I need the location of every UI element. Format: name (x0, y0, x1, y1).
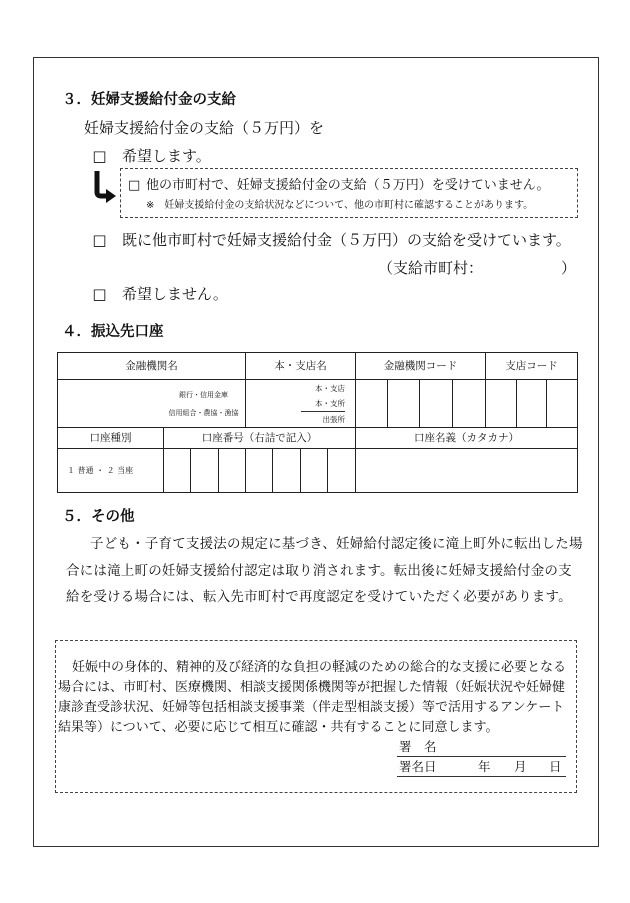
branch-code-digit[interactable] (517, 380, 547, 428)
account-holder-field[interactable] (356, 449, 578, 493)
arrow-down-right-icon (90, 168, 120, 204)
option-not-received (128, 179, 550, 192)
branch-type-label: 出張所 (322, 415, 345, 424)
bank-code-digit[interactable] (388, 380, 420, 428)
signature-field[interactable] (397, 739, 566, 757)
account-number-digit[interactable] (219, 449, 246, 493)
signature-date-label: 署名日 (399, 759, 437, 774)
consent-text-line: 康診査受診状況、妊婦等包括相談支援事業（伴走型相談支援）等で活用するアンケート (58, 700, 565, 715)
option-wish (92, 149, 211, 164)
bank-type-label: 銀行・信用金庫 (179, 391, 228, 399)
consent-text-line: 結果等）について、必要に応じて相互に確認・共有することに同意します。 (58, 720, 499, 735)
already-received-checkbox[interactable]: □ (92, 231, 107, 249)
branch-code-header: 支店コード (486, 353, 578, 380)
paragraph-line: 給を受ける場合には、転入先市町村で再度認定を受けていただく必要があります。 (66, 589, 572, 605)
day-label: 日 (549, 759, 562, 774)
branch-type-label: 本・支所 (301, 397, 345, 412)
account-number-digit[interactable] (164, 449, 191, 493)
bank-code-header: 金融機関コード (356, 353, 486, 380)
paragraph-line: 子ども・子育て支援法の規定に基づき、妊婦給付認定後に滝上町外に転出した場 (90, 536, 583, 552)
no-wish-checkbox[interactable]: □ (92, 285, 107, 303)
section3-heading: ３．妊婦支援給付金の支給 (62, 92, 236, 108)
wish-label: 希望します。 (122, 147, 211, 165)
account-type-options: １ 普通 ・ ２ 当座 (67, 465, 134, 475)
municipality-open-label: （支給市町村： (378, 259, 484, 277)
section3-intro: 妊婦支援給付金の支給（５万円）を (84, 119, 325, 137)
account-number-digit[interactable] (191, 449, 219, 493)
bank-code-digit[interactable] (356, 380, 388, 428)
branch-code-digit[interactable] (547, 380, 578, 428)
account-number-header: 口座番号（右詰で記入） (164, 428, 356, 449)
branch-name-field[interactable] (246, 380, 356, 428)
consent-text-line: 場合には、市町村、医療機関、相談支援関係機関等が把握した情報（妊娠状況や妊婦健 (58, 680, 566, 695)
branch-name-header: 本・支店名 (246, 353, 356, 380)
already-received-label: 既に他市町村で妊婦支援給付金（５万円）の支給を受けています。 (122, 231, 571, 249)
branch-type-label: 本・支店 (315, 384, 345, 393)
municipality-close-label: ） (561, 259, 577, 277)
confirmation-note: ※ 妊婦支援給付金の支給状況などについて、他の市町村に確認することがあります。 (146, 200, 534, 211)
account-number-digit[interactable] (328, 449, 356, 493)
signature-label: 署 名 (399, 739, 437, 754)
bank-name-header: 金融機関名 (58, 353, 246, 380)
section4-heading: ４．振込先口座 (62, 324, 164, 340)
bank-code-digit[interactable] (453, 380, 486, 428)
account-type-header: 口座種別 (58, 428, 164, 449)
bank-name-field[interactable] (58, 380, 246, 428)
account-number-digit[interactable] (301, 449, 328, 493)
no-wish-label: 希望しません。 (122, 285, 228, 303)
year-label: 年 (478, 759, 491, 774)
not-received-checkbox[interactable]: □ (128, 178, 141, 193)
account-number-digit[interactable] (246, 449, 273, 493)
paragraph-line: 合には滝上町の妊婦支援給付認定は取り消されます。転出後に妊婦支援給付金の支 (66, 563, 572, 579)
consent-text-line: 妊娠中の身体的、精神的及び経済的な負担の軽減のための総合的な支援に必要となる (72, 660, 567, 675)
bank-account-table (57, 352, 578, 493)
bank-code-digit[interactable] (420, 380, 453, 428)
month-label: 月 (514, 759, 527, 774)
account-holder-header: 口座名義（カタカナ） (356, 428, 578, 449)
account-type-field[interactable] (58, 449, 164, 493)
option-already-received (92, 233, 571, 248)
account-number-digit[interactable] (273, 449, 301, 493)
municipality-field[interactable] (485, 258, 559, 276)
branch-code-digit[interactable] (486, 380, 517, 428)
bank-type-label: 信用組合・農協・漁協 (168, 409, 239, 417)
option-no-wish (92, 287, 228, 302)
wish-checkbox[interactable]: □ (92, 147, 107, 165)
not-received-label: 他の市町村で、妊婦支援給付金の支給（５万円）を受けていません。 (146, 178, 550, 193)
section5-heading: ５．その他 (62, 509, 135, 525)
signature-date-field[interactable] (397, 759, 566, 777)
